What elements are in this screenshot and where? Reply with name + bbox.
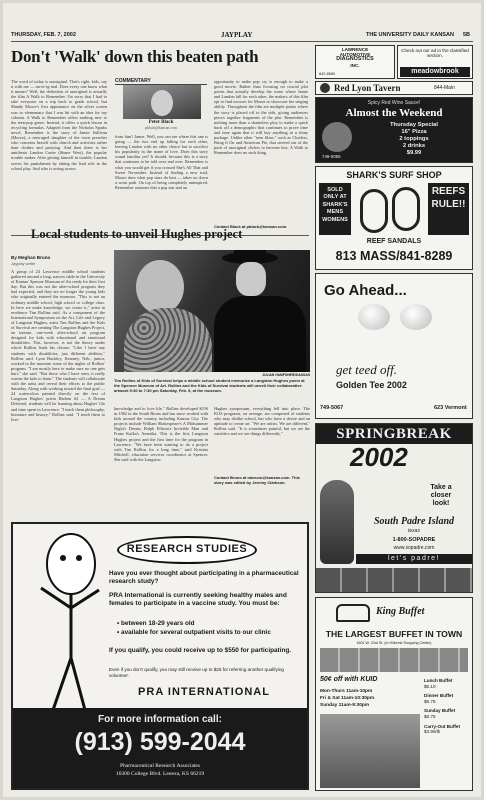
shark-title: SHARK'S SURF SHOP <box>346 170 442 180</box>
photo-credit: JULIAN HAMPSHIRE/KANSAN <box>262 373 310 377</box>
springbreak-ad <box>315 423 473 593</box>
article1-col1: The word of today is unoriginal. That's right, kids, say it with me — un-or-ig-inal. Does every one know what it means? Well, the definition of unoriginal is actually the film A Walk to Remember. I'm sorry that I had to take everyone on a trip back to grade school, but Mandy Moore's first appearance on the silver screen was so elementary that I was hit with an idea for my column. A Walk to Remember offers nothing new to the teen-pop genre. Instead, it offers a quick lesson in recycling formulas. Adapted from the Nicholas Sparks novel, Remember is the story of Jamie Sullivan (Moore), a teen-aged daughter of the town preacher who concerns herself with church and activities rather than clothes and partying. And then there is her antithesis Landon Carter (Shane West), the popular trouble maker. After getting himself in trouble, Landon serves his punishment by taking the lead role in the school play. And who is acting across <box>11 79 107 171</box>
shark-left-panel: SOLD ONLY AT SHARK'S MENS WOMENS <box>319 183 351 235</box>
instructor-body <box>214 296 306 372</box>
research-fine-print: Even if you don't qualify, you may still receive up to $25 for referring another qualifying volunteer. <box>109 667 284 678</box>
buffet-menu-item-price: $5.10 <box>424 683 436 689</box>
shark-ad <box>315 166 473 270</box>
springbreak-phone: 1-800-SOPADRE <box>392 537 436 543</box>
buffet-discount: 50¢ off with KUID <box>320 676 378 683</box>
buffet-menu-item-price: $6.75 <box>424 698 436 704</box>
pizza-icon <box>322 122 352 152</box>
pizza-line-4: 2 drinks <box>402 143 426 149</box>
buffet-menu-item <box>424 678 470 689</box>
article1-contact: Contact Black at pblack@kansan.com. <box>214 224 288 229</box>
diagnostics-line-1: LAWRENCE <box>341 47 369 52</box>
masthead <box>11 32 473 40</box>
springbreak-tag-2: closer <box>430 492 452 499</box>
springbreak-title: SPRINGBREAK <box>316 424 472 444</box>
buffet-menu-item-name: Lunch Buffet <box>424 678 453 683</box>
red-lyon-ad <box>315 81 473 95</box>
buffet-hours-3: Sunday 11am-9:30pm <box>320 703 370 708</box>
research-compensation: If you qualify, you could receive up to $550 for participating. <box>109 647 292 654</box>
masthead-paper: THE UNIVERSITY DAILY KANSAN <box>366 32 454 38</box>
buffet-hours <box>320 688 420 709</box>
springbreak-web: www.sopadre.com <box>393 545 435 551</box>
masthead-date: THURSDAY, FEB. 7, 2002 <box>11 32 76 38</box>
sandal-icon <box>360 189 388 233</box>
instructor-hat-top <box>234 250 266 258</box>
crown-icon <box>336 604 370 622</box>
shark-phone: 813 MASS/841-8289 <box>335 249 453 263</box>
buffet-menu-item-name: Sunday Buffet <box>424 708 456 714</box>
buffet-hours-1: Mon-Thurs 11am-10pm <box>320 689 373 694</box>
golf-headline: Go Ahead... <box>324 282 407 299</box>
article2-col2: knowledge and to love life." Rollins developed KOS in 1982 in the South Bronx and has since worked with kids around the country including Kansas City. The projects include William Shakespeare's A Midsummer Night's Dream, Ralph Ellison's Invisible Man and Franz Kafka's Amerika. This is the first Langston Hughes project and the first time for the program in Lawrence. "We have been wanting to do a project with Tim Rollins for a long time," said Kristina Mitchell, education services coordinator at Spencer. She said with the Langston <box>114 406 208 462</box>
research-body: PRA International is currently seeking healthy males and females to participate in a vaccine study. You must be: <box>109 592 287 607</box>
article1-col3: opportunity to make pop cry is enough to make a good movie. Rather than focusing on crucial plot points that actually develop the scene where Jamie and Landon fall for each other, the makers of this film opt to find excuses for Moore to showcase her singing ability. Throughout the film are multiple points where the story is placed off to the side, giving audiences pieces together fragments of the plot. Remember is nothing more than a shameless ploy to make a quick buck off a demographic that continues to prove time and time again that it will buy anything in a shiny package. Unlike other "teen films," such as Clueless, Bring It On and American Pie, that steered out of the pack of unoriginal cliches to become hits, A Walk to Remember does no such thing. <box>214 79 308 156</box>
masthead-page: 5B <box>463 32 471 38</box>
diagnostics-line-2: AUTOMOTIVE <box>339 52 371 58</box>
article2-byline-sub: Jayplay writer <box>11 261 36 266</box>
buffet-menu-item <box>424 693 470 704</box>
diagnostics-line-3: DIAGNOSTICS <box>336 56 374 63</box>
research-bullet-2: • available for several outpatient visits to our clinic <box>117 629 271 636</box>
research-title: RESEARCH STUDIES <box>126 543 248 555</box>
byline-name: Peter Black <box>148 120 174 125</box>
buffet-title: THE LARGEST BUFFET IN TOWN <box>325 629 463 639</box>
research-ad <box>11 522 309 790</box>
article2-col1: A group of 24 Lawrence middle school students gathered around a long, narrow table in the University of Kansas' Spencer Museum of Art ready for their first day. But this was not the after-school program they had expected, and they are no longer the young kids who originally entered the museum. "This is not an ordinary middle school, high school or college class. In here we make knowledge, we create it," artist in residence Tim Rollins said. As a component of the International Symposium on the Art, Life and Legacy of Langston Hughes, artist Tim Rollins and the Kids of Survival are creating The Langston Hughes Project, an intense, one-week after-school art program designed for kids with educational and emotional disabilities. This, however, is not the theory under which Rollins leads his classes. "Like I have any students with disabilities, just different abilities," Rollins said. Lynn Buckley, Kearney, Neb., junior, worked in the museum some of the nights of Rollins' program. "I am mostly here to make sure no one gets hurt," she said. "But those who I have seen, it really warms the kids to learn." The students will collaborate with the artist and reveal their efforts to the public Saturday. Along with working toward the final goal — 24 watercolors painted directly on the text of Langston Hughes' poem Harlem #2 — A Dream Deferred, students will be learning about Hughes' life and time spent in Lawrence. "I teach them philosophy, literature and history," Rollins said. "I teach them to love <box>11 269 105 422</box>
stick-figure-icon <box>27 528 107 714</box>
meadowbrook-ad <box>397 45 473 79</box>
pizza-details <box>360 122 468 157</box>
meadowbrook-logo: meadowbrook <box>400 67 470 77</box>
research-intro: Have you ever thought about participating in a pharmaceutical research study? <box>109 570 299 585</box>
article2-byline: By Meghan Bruno <box>11 255 51 260</box>
springbreak-photo-strip <box>316 568 472 592</box>
pizza-title: Almost the Weekend <box>345 107 443 119</box>
pizza-side: 749-0055 <box>322 154 341 159</box>
pizza-line-2: 16" Pizza <box>401 129 427 135</box>
research-contact-panel <box>13 708 307 788</box>
buffet-menu-item-price: $3.99/lb <box>424 729 441 735</box>
student-head <box>136 260 184 314</box>
article1-col2: from him? Jamie. Well, you can see where this one is going — the two end up falling for each other, leaving Landon with no other choice but to sacrifice his popularity in the name of love. Does this story sound familiar yet? It should, because this is a story that continues to be told over and over. Remember is what you would get if you crossed She's All That and Sweet November. Instead of finding a new trail, Moore does what pop stars do best — takes us down a worn path. On top of being completely uninspired, Remember assumes that a pop star and an <box>115 134 208 190</box>
buffet-menu-item-name: Dinner Buffet <box>424 693 454 699</box>
diagnostics-name <box>316 47 394 68</box>
buffet-menu-item-name: Carry-Out Buffet <box>424 723 460 729</box>
buffet-ad <box>315 597 473 791</box>
buffet-photo-strip <box>320 648 468 672</box>
pizza-price: $9.99 <box>406 150 422 156</box>
springbreak-tagline <box>414 484 468 508</box>
instructor-face <box>236 262 266 296</box>
meadowbrook-text: Check out our ad in the classified section. <box>401 48 469 59</box>
byline-email: pblack@kansan.com <box>145 126 177 130</box>
research-bullet-1: • between 18-29 years old <box>117 620 195 627</box>
lion-icon <box>320 83 330 93</box>
research-footer-2: 16300 College Blvd. Lenexa, KS 66219 <box>115 771 205 777</box>
springbreak-tag-1: Take a <box>430 484 452 491</box>
red-lyon-phone: 844-Main <box>434 85 455 91</box>
shark-sandals: REEF SANDALS <box>366 238 422 245</box>
research-brand: PRA INTERNATIONAL <box>138 686 270 698</box>
newspaper-page <box>3 3 481 797</box>
masthead-rule <box>11 41 473 42</box>
columnist-face <box>151 90 173 116</box>
buffet-brand: King Buffet <box>376 606 425 617</box>
diagnostics-phone: 842-8665 <box>319 72 336 76</box>
buffet-menu-item <box>424 724 470 735</box>
article1-headline: Don't 'Walk' down this beaten path <box>11 47 259 66</box>
article2-headline: Local students to unveil Hughes project <box>31 227 243 241</box>
springbreak-tag-3: look! <box>432 500 450 507</box>
pizza-ad <box>315 97 473 163</box>
research-footer-1: Pharmaceutical Research Associates <box>119 763 201 769</box>
buffet-hours-2: Fri & Sat 11am-10:30pm <box>320 696 375 701</box>
article2-photo <box>114 250 310 372</box>
masthead-section: JAYPLAY <box>221 31 253 39</box>
golf-sub: get teed off. <box>336 362 398 377</box>
commentary-label: COMMENTARY <box>115 78 207 85</box>
reefs-rule: REEFS RULE!! <box>428 183 469 235</box>
buffet-address: 1601 W. 23rd St. (In Hillcrest Shopping Center) <box>356 641 432 645</box>
student-body <box>124 308 212 372</box>
article2-col3: Hughes symposium, everything fell into place. The KOS programs, on average, are comprised of students who may dislike school, but who have a desire and an aptitude to create art. "We are artists. We are different," Rollins said. "It is sometimes painful, but we are the outsiders and we see things differently." <box>214 406 310 437</box>
golf-ball-icon <box>358 304 390 330</box>
pizza-line-1: Thursday Special <box>389 122 438 128</box>
columnist-photo <box>123 85 201 119</box>
springbreak-slogan: let's padre! <box>356 554 472 564</box>
model-figure <box>320 480 354 564</box>
golf-product: Golden Tee 2002 <box>336 380 407 390</box>
springbreak-year: 2002 <box>350 442 408 472</box>
buffet-menu-item-price: $6.75 <box>424 713 436 719</box>
diagnostics-line-4: INC. <box>350 62 360 68</box>
red-lyon-name: Red Lyon Tavern <box>334 83 401 93</box>
research-info-label: For more information call: <box>98 714 222 725</box>
springbreak-place: South Padre Island <box>373 516 455 527</box>
golf-ball-icon-2 <box>400 304 432 330</box>
research-bullet-1-text: between 18-29 years old <box>121 620 195 627</box>
photo-caption: Tim Rollins of Kids of Survival helps a middle school student memorize a Langston Hughes poem at the Spencer Museum of Art. Rollins and the Kids of Survival students will unveil their collaborative artwork 5:30 to 7:30 pm Saturday, Feb. 9, at the museum. <box>114 378 305 393</box>
research-bullet-2-text: available for several outpatient visits to our clinic <box>121 629 271 636</box>
springbreak-state: texas <box>408 528 420 534</box>
article2-contact: Contact Bruno at mbruno@kansan.com. This story was edited by Jeremy Clarkson. <box>214 475 300 485</box>
diagnostics-ad <box>315 45 395 79</box>
sandal-icon-2 <box>392 187 420 231</box>
golf-ad <box>315 273 473 419</box>
pizza-top: Spicy Red Wine Sauce! <box>367 100 421 106</box>
buffet-menu <box>424 678 470 735</box>
golf-address: 623 Vermont <box>434 405 467 411</box>
research-phone: (913) 599-2044 <box>74 728 246 756</box>
golf-phone: 749-5067 <box>320 405 344 411</box>
buffet-menu-item <box>424 708 470 719</box>
buffet-food-photo <box>320 714 420 788</box>
pizza-line-3: 2 toppings <box>399 136 429 142</box>
